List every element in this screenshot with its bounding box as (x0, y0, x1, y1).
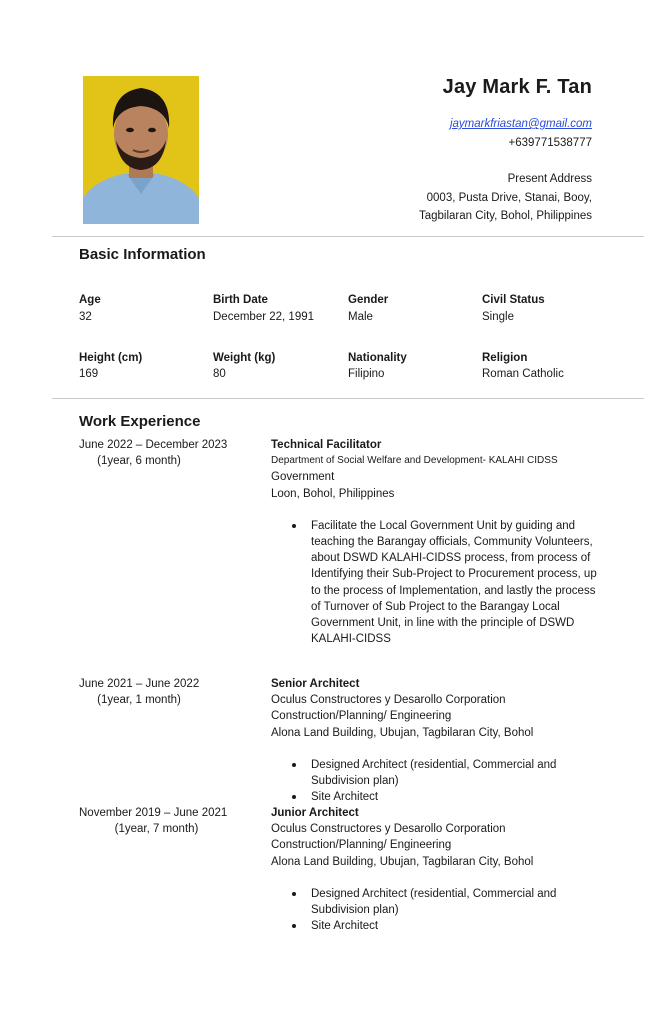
job-organization: Department of Social Welfare and Development- KALAHI CIDSS (271, 455, 558, 467)
job-duties-list (271, 518, 601, 648)
job-organization-type: Government (271, 471, 335, 484)
job-date-range: June 2021 – June 2022 (79, 678, 200, 690)
address-line-2: Tagbilaran City, Bohol, Philippines (418, 210, 592, 222)
job-duty: Designed Architect (residential, Commercial and Subdivision plan) (311, 757, 601, 789)
age-value: 32 (79, 311, 92, 323)
birth-date-value: December 22, 1991 (213, 311, 315, 323)
job-location: Alona Land Building, Ubujan, Tagbilaran City, Bohol (271, 726, 534, 739)
birth-date-label: Birth Date (213, 294, 268, 306)
religion-label: Religion (482, 352, 528, 364)
nationality-label: Nationality (348, 352, 407, 364)
job-date-range: November 2019 – June 2021 (79, 807, 228, 819)
address-line-1: 0003, Pusta Drive, Stanai, Booy, (426, 191, 592, 204)
profile-photo (83, 76, 199, 224)
job-role: Senior Architect (271, 678, 360, 690)
job-location: Alona Land Building, Ubujan, Tagbilaran City, Bohol (271, 855, 534, 868)
job-role: Technical Facilitator (271, 439, 382, 451)
job-duties-list (271, 757, 601, 806)
job-details (271, 437, 601, 647)
nationality-value: Filipino (348, 368, 385, 380)
job-duration: (1year, 1 month) (97, 694, 181, 706)
divider (52, 236, 644, 237)
job-duties-list (271, 886, 601, 935)
job-details (271, 805, 601, 934)
candidate-name: Jay Mark F. Tan (442, 76, 592, 98)
gender-value: Male (348, 311, 373, 323)
job-duty: Site Architect (311, 789, 601, 805)
email-link[interactable]: jaymarkfriastan@gmail.com (449, 118, 592, 130)
height-label: Height (cm) (79, 352, 143, 364)
job-duty: Designed Architect (residential, Commercial and Subdivision plan) (311, 886, 601, 918)
civil-status-label: Civil Status (482, 294, 545, 306)
divider (52, 398, 644, 399)
job-dates (79, 437, 241, 469)
contact-block (419, 115, 592, 226)
phone-number: +639771538777 (508, 136, 592, 149)
basic-info-title: Basic Information (79, 246, 206, 263)
weight-value: 80 (213, 368, 226, 380)
job-duration: (1year, 6 month) (97, 455, 181, 467)
job-duration: (1year, 7 month) (114, 823, 199, 835)
job-dates (79, 805, 241, 837)
job-location: Loon, Bohol, Philippines (271, 487, 395, 500)
weight-label: Weight (kg) (213, 352, 276, 364)
gender-label: Gender (348, 294, 389, 306)
job-organization: Oculus Constructores y Desarollo Corporation (271, 823, 506, 836)
job-details (271, 676, 601, 805)
civil-status-value: Single (482, 311, 514, 323)
height-value: 169 (79, 368, 99, 380)
job-duty: Facilitate the Local Government Unit by guiding and teaching the Barangay officials, Community Volunteers, about DSWD KALAHI-CIDSS process, from process of Identifying their Sub-Project to Procurement process, up to the process of Implementation, and lastly the process of Turnover of Sub Project to the Barangay Local Government Unit, in line with the principle of DSWD KALAHI-CIDSS (311, 518, 601, 648)
job-role: Junior Architect (271, 807, 359, 819)
age-label: Age (79, 294, 101, 306)
job-organization-type: Construction/Planning/ Engineering (271, 839, 452, 852)
religion-value: Roman Catholic (482, 368, 564, 380)
job-dates (79, 676, 241, 708)
job-duty: Site Architect (311, 918, 601, 934)
job-organization-type: Construction/Planning/ Engineering (271, 710, 452, 723)
address-label: Present Address (507, 173, 592, 185)
work-experience-title: Work Experience (79, 413, 201, 430)
job-organization: Oculus Constructores y Desarollo Corporation (271, 694, 506, 707)
job-date-range: June 2022 – December 2023 (79, 439, 228, 451)
